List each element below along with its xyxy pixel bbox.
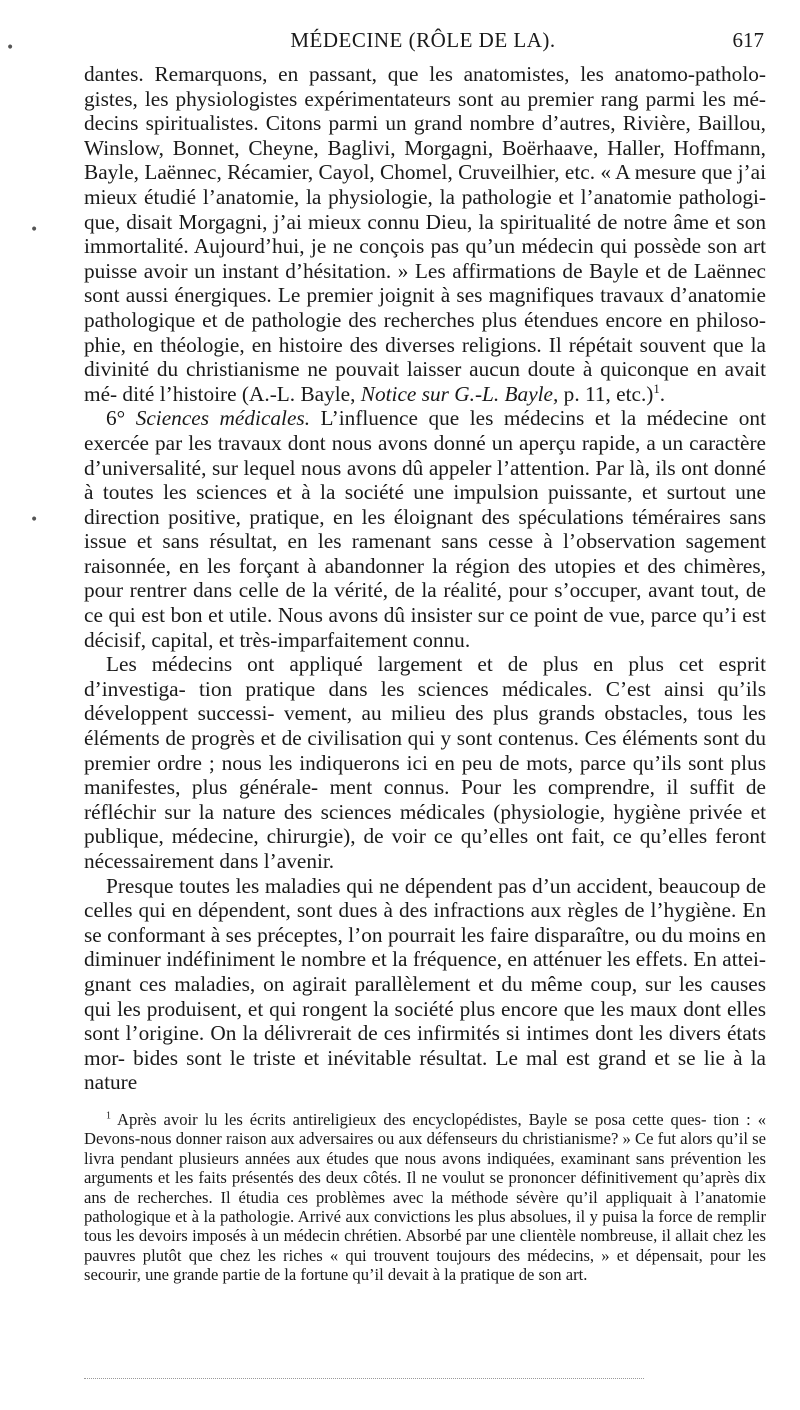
paragraph: Les médecins ont appliqué largement et de plus en plus cet esprit d’investiga- tion pratique dans les sciences médicales. C’est ainsi qu’ils développent successi- vement, au milieu des plus grands obstacles, tous les éléments de progrès et de civilisation qui y sont contenus. Ces éléments sont du premier ordre ; nous les indiquerons ici en peu de mots, parce qu’ils sont plus manifestes, plus générale- ment connus. Pour les comprendre, il suffit de réfléchir sur la nature des sciences médicales (physiologie, hygiène privée et publique, médecine, chirurgie), de voir ce qu’elles ont fait, ce qu’elles feront nécessairement dans l’avenir. — [84, 652, 766, 873]
page-header — [82, 28, 764, 58]
paragraph: Presque toutes les maladies qui ne dépendent pas d’un accident, beaucoup de celles qui en dépendent, sont dues à des infractions aux règles de l’hygiène. En se conformant à ses préceptes, l’on pourrait les faire disparaître, ou du moins en diminuer indéfiniment le nombre et la fréquence, en atténuer les effets. En attei- gnant ces maladies, on agirait parallèlement et du même coup, sur les causes qui les produisent, et qui rongent la société plus encore que les maux dont elles sont l’origine. On la délivrerait de ces infirmités si intimes dont les divers états mor- bides sont le triste et inévitable résultat. Le mal est grand et se lie à la nature — [84, 873, 767, 1095]
paragraph: dantes. Remarquons, en passant, que les anatomistes, les anatomo-patholo- gistes, les physiologistes expérimentateurs sont au premier rang parmi les mé- decins spiritualistes. Citons parmi un grand nombre d’autres, Rivière, Baillou, Winslow, Bonnet, Cheyne, Baglivi, Morgagni, Boërhaave, Haller, Hoffmann, Bayle, Laënnec, Récamier, Cayol, Chomel, Cruveilhier, etc. « A mesure que j’ai mieux étudié l’anatomie, la physiologie, la pathologie et l’anatomie pathologi- que, disait Morgagni, j’ai mieux connu Dieu, la spiritualité de notre âme et son immortalité. Aujourd’hui, je ne conçois pas qu’un médecin qui possède son art puisse avoir un instant d’hésitation. » Les affirmations de Bayle et de Laënnec sont aussi énergiques. Le premier joignit à ses magnifiques travaux d’anatomie pathologique et de pathologie des recherches plus étendues encore en philoso- phie, en théologie, en histoire des diverses religions. Il répétait souvent que la divinité du christianisme ne pouvait laisser aucun doute à quiconque en avait mé- dité l’histoire (A.-L. Bayle, Notice sur G.-L. Bayle, p. 11, etc.)$^1$. — [84, 62, 766, 406]
section-heading: Sciences médicales. — [135, 406, 311, 431]
footnote: $^1$ Après avoir lu les écrits antireligieux des encyclopédistes, Bayle se posa cette ques- tion : « Devons-nous donner raison aux adversaires ou aux défenseurs du christianisme? » Ce fut alors qu’il se livra pendant plusieurs années aux études que nous avons indiquées, examinant sans prévention les arguments et les faits présentés des deux côtés. Il ne voulut se prononcer définitivement qu’après dix ans de recherches. Il étudia ces problèmes avec la méthode sévère qu’il appliquait à l’anatomie pathologique et à la pathologie. Arrivé aux convictions les plus absolues, il y puisa la force de remplir tous les devoirs imposés à un médecin chrétien. Absorbé par une clientèle nombreuse, il allait chez les pauvres plutôt que chez les riches « qui trouvent toujours des médecins, » et dépensait, pour les secourir, une grande partie de la fortune qu’il devait à la pratique de son art. — [84, 1110, 766, 1285]
running-title: MÉDECINE (RÔLE DE LA). — [290, 28, 556, 52]
margin-dot: • — [30, 222, 39, 238]
margin-dot: • — [30, 512, 39, 528]
footnote-marker: 1 — [106, 1110, 111, 1122]
paragraph: 6° Sciences médicales. L’influence que les médecins et la médecine ont exercée par les travaux dont nous avons donné un aperçu rapide, a un caractère d’universalité, sur lequel nous avons dû appeler l’attention. Par là, ils ont donné à toutes les sciences et à la société une impulsion puissante, et surtout une direction positive, pratique, en les éloignant des spéculations téméraires sans issue et sans résultat, en les ramenant sans cesse à l’observation sagement raisonnée, en les forçant à abandonner la région des utopies et des chimères, pour rentrer dans celle de la vérité, de la réalité, pour s’occuper, avant tout, de ce qui est bon et utile. Nous avons dû insister sur ce point de vue, parce qu’i est décisif, capital, et très-imparfaitement connu. — [84, 406, 766, 652]
body-text — [84, 62, 766, 1095]
footnotes — [84, 1110, 766, 1285]
footnote-marker: 1 — [653, 381, 660, 396]
margin-dot: • — [6, 40, 15, 56]
page-number: 617 — [732, 28, 764, 52]
bottom-rule — [84, 1378, 644, 1379]
